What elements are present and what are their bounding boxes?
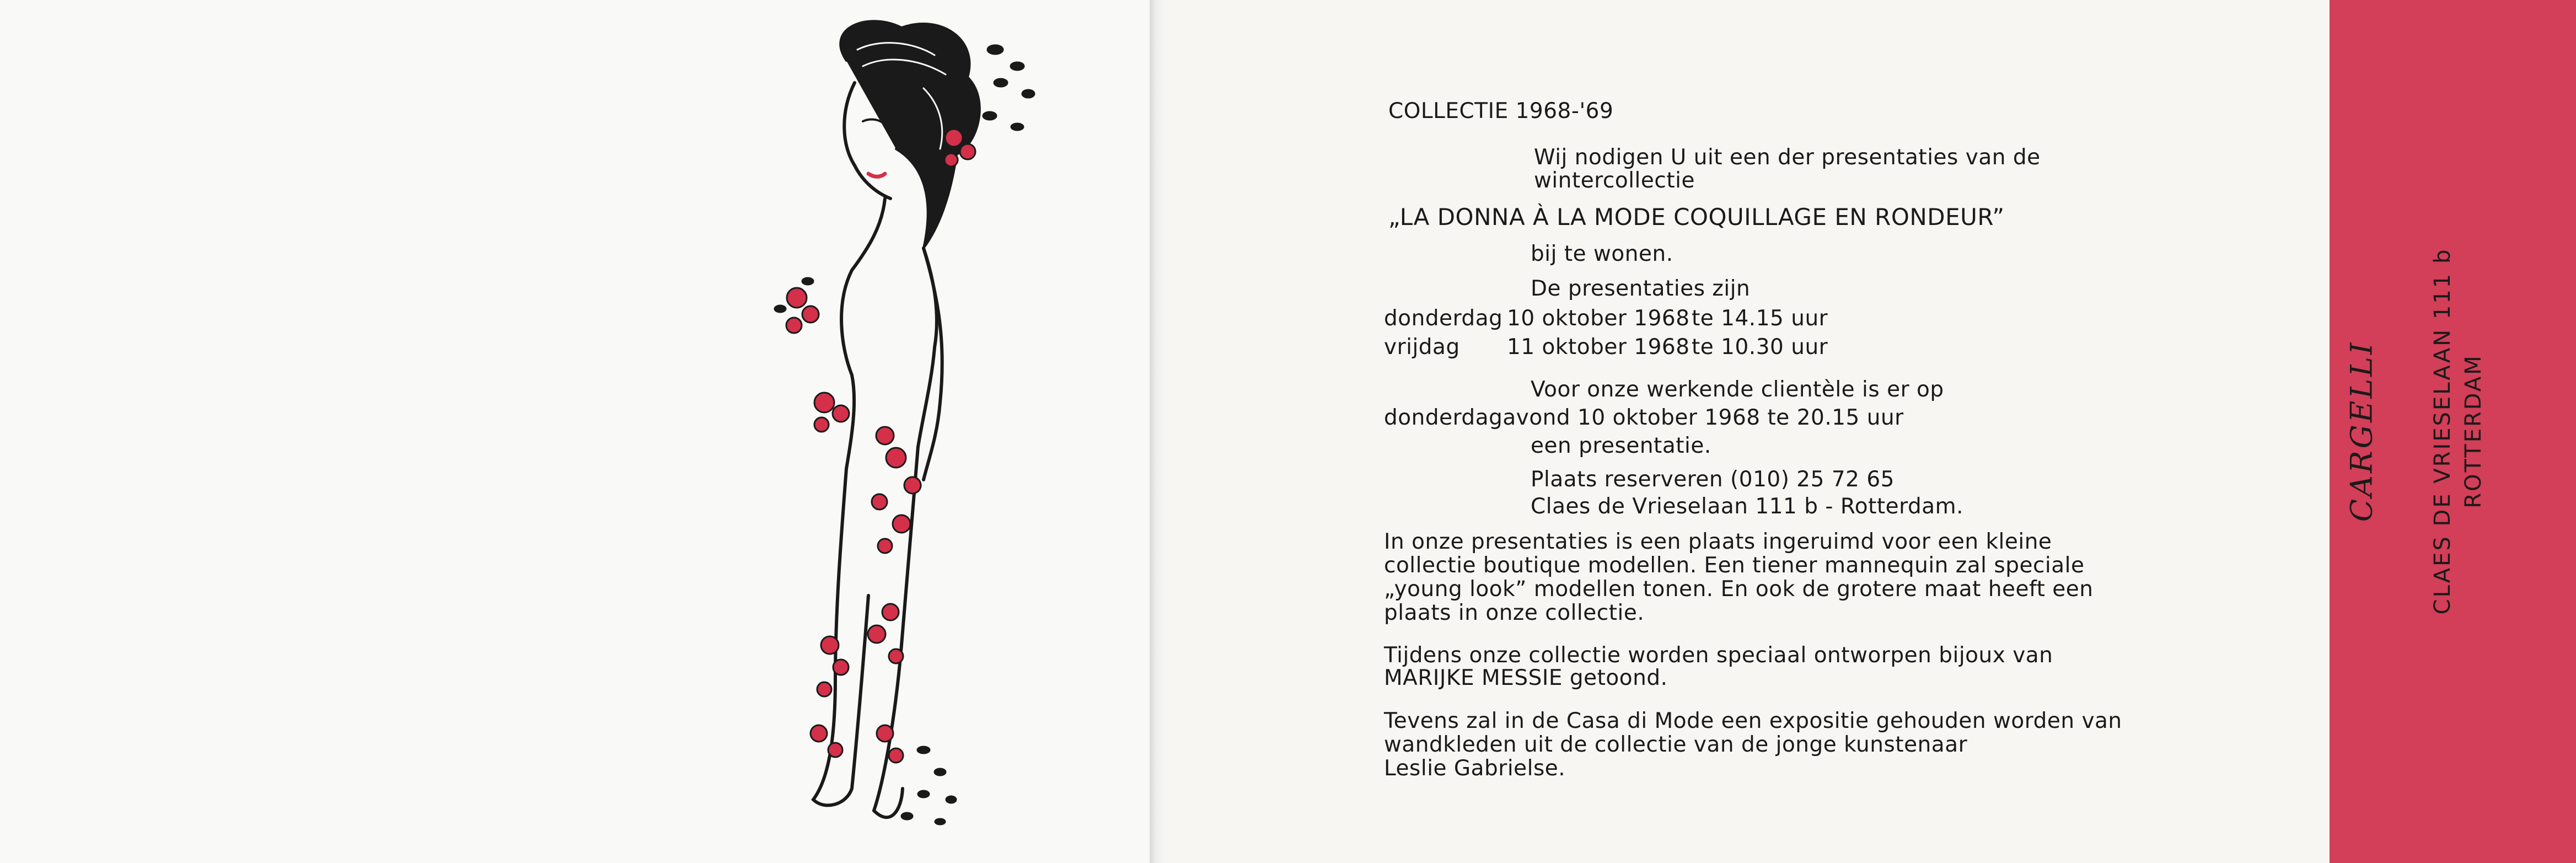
exhibition-line-3: Leslie Gabrielse.: [1384, 756, 1566, 781]
evening-presentation: een presentatie.: [1531, 433, 1711, 458]
schedule-time-1: te 14.15 uur: [1692, 306, 1828, 331]
boutique-line-2: collectie boutique modellen. Een tiener mannequin zal speciale: [1384, 553, 2085, 578]
working-clients-line: Voor onze werkende clientèle is er op: [1531, 377, 1944, 402]
address-line-2: ROTTERDAM: [2461, 354, 2486, 508]
reserve-phone: Plaats reserveren (010) 25 72 65: [1531, 467, 1895, 492]
reserve-address: Claes de Vrieselaan 111 b - Rotterdam.: [1531, 494, 1964, 519]
exhibition-line-1: Tevens zal in de Casa di Mode een expositie gehouden worden van: [1384, 709, 2122, 733]
address-line-1: CLAES DE VRIESELAAN 111 b: [2430, 248, 2455, 615]
invite-line-1: Wij nodigen U uit een der presentaties van de: [1534, 145, 2041, 170]
schedule-date-2: 11 oktober 1968: [1507, 335, 1690, 360]
exhibition-line-2: wandkleden uit de collectie van de jonge kunstenaar: [1384, 732, 1968, 757]
evening-line: donderdagavond 10 oktober 1968 te 20.15 uur: [1384, 405, 1904, 430]
fashion-illustration: [758, 17, 1089, 849]
jewelry-line-1: Tijdens onze collectie worden speciaal ontworpen bijoux van: [1384, 643, 2053, 668]
invite-line-2: wintercollectie: [1534, 168, 1695, 193]
collection-title: COLLECTIE 1968-'69: [1388, 99, 1614, 124]
show-title: „LA DONNA À LA MODE COQUILLAGE EN RONDEUR”: [1388, 203, 2005, 231]
schedule-day-2: vrijdag: [1384, 335, 1460, 360]
attend-line: bij te wonen.: [1531, 242, 1673, 266]
schedule-time-2: te 10.30 uur: [1692, 335, 1828, 360]
presentations-intro: De presentaties zijn: [1531, 276, 1751, 301]
brand-name: CARGELLI: [2344, 340, 2379, 522]
flower-garland: [775, 45, 1034, 824]
schedule-date-1: 10 oktober 1968: [1507, 306, 1690, 331]
page-fold: [1150, 0, 1165, 863]
boutique-line-4: plaats in onze collectie.: [1384, 601, 1645, 625]
boutique-line-3: „young look” modellen tonen. En ook de grotere maat heeft een: [1384, 577, 2094, 602]
boutique-line-1: In onze presentaties is een plaats ingeruimd voor een kleine: [1384, 529, 2052, 554]
schedule-day-1: donderdag: [1384, 306, 1503, 331]
body-outline: [841, 199, 885, 469]
jewelry-line-2: MARIJKE MESSIE getoond.: [1384, 666, 1668, 690]
